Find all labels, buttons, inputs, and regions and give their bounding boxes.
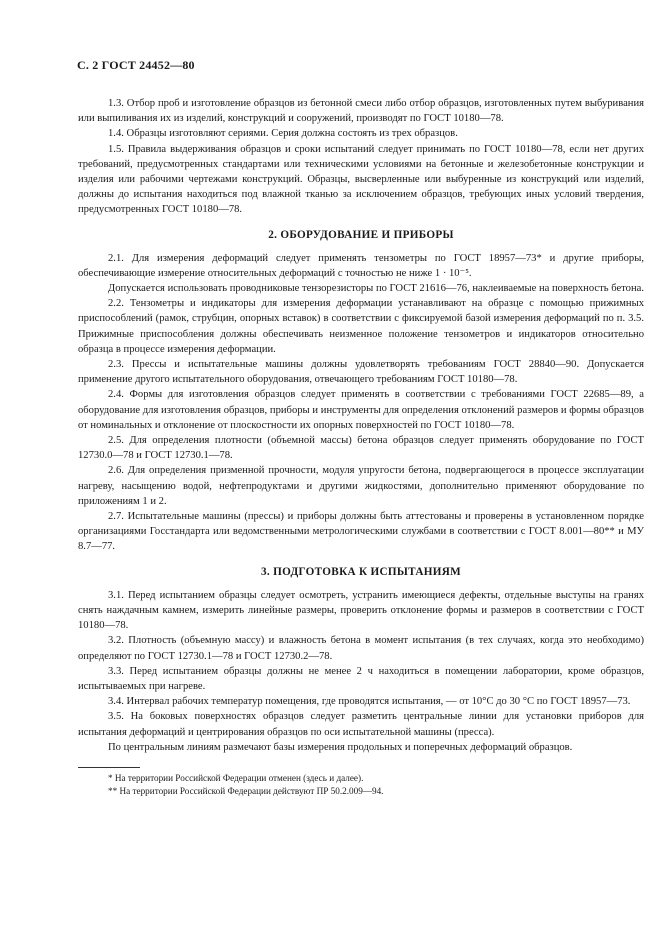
paragraph-3-5: 3.5. На боковых поверхностях образцов следует разметить центральные линии для установки приборов для испытания деформаций и центрирования образцов по оси испытательной машины (пресса). bbox=[78, 711, 644, 738]
paragraph-2-6: 2.6. Для определения призменной прочности, модуля упругости бетона, подвергающегося в процессе эксплуатации нагреву, насыщению водой, нефтепродуктами и другими жидкостями, дополнительно применяют оборудование по приложениям 1 и 2. bbox=[78, 465, 644, 507]
section-2-title: 2. ОБОРУДОВАНИЕ И ПРИБОРЫ bbox=[268, 228, 454, 241]
paragraph-2-2: 2.2. Тензометры и индикаторы для измерения деформации устанавливают на образце с помощью прижимных приспособлений (рамок, струбцин, опорных вставок) в соответствии с фиксируемой базой измерения деформаций по п. 3.5. Прижимные приспособления должны обеспечивать неизменное положение тензометров и индикаторов относительно образца в процессе измерения деформации. bbox=[78, 298, 644, 355]
footnote-separator bbox=[78, 767, 140, 768]
paragraph-1-3: 1.3. Отбор проб и изготовление образцов из бетонной смеси либо отбор образцов, изготовленных путем выбуривания или выпиливания их из изделий, конструкций и сооружений, производят по ГОСТ 10180—78. bbox=[78, 98, 644, 125]
paragraph-3-2: 3.2. Плотность (объемную массу) и влажность бетона в момент испытания (в тех случаях, когда это необходимо) определяют по ГОСТ 12730.1—78 и ГОСТ 12730.2—78. bbox=[78, 635, 644, 662]
paragraph-3-1: 3.1. Перед испытанием образцы следует осмотреть, устранить имеющиеся дефекты, отдельные выступы на гранях снять наждачным камнем, измерить линейные размеры, проверить отклонение формы и размеров в соответствии с ГОСТ 10180—78. bbox=[78, 589, 644, 632]
paragraph-2-7: 2.7. Испытательные машины (прессы) и приборы должны быть аттестованы и проверены в установленном порядке организациями Госстандарта или ведомственными метрологическими службами в соответствии с ГОСТ 8.001—80** и МУ 8.7—77. bbox=[78, 511, 644, 553]
paragraph-3-5-note: По центральным линиям размечают базы измерения продольных и поперечных деформаций образцов. bbox=[108, 741, 573, 753]
section-2-body bbox=[78, 251, 644, 555]
paragraph-1-5: 1.5. Правила выдерживания образцов и сроки испытаний следует принимать по ГОСТ 10180—78, если нет других требований, предусмотренных стандартами или техническими условиями на бетонные и железобетонные конструкции и изделия или рабочими чертежами конструкций. Образцы, высверленные или выбуренные из конструкций или изделий, должны до испытания находиться под влажной тканью за исключением образцов, требующих иных условий твердения, предусмотренных ГОСТ 10180—78. bbox=[78, 143, 644, 216]
document-page bbox=[78, 58, 644, 798]
paragraph-2-3: 2.3. Прессы и испытательные машины должны удовлетворять требованиям ГОСТ 28840—90. Допускается применение другого испытательного оборудования, отвечающего требованиям ГОСТ 10180—78. bbox=[78, 359, 644, 386]
running-head: С. 2 ГОСТ 24452—80 bbox=[77, 58, 195, 72]
paragraph-3-3: 3.3. Перед испытанием образцы должны не менее 2 ч находиться в помещении лаборатории, кроме образцов, испытываемых при нагреве. bbox=[78, 665, 644, 692]
paragraph-2-4: 2.4. Формы для изготовления образцов следует применять в соответствии с требованиями ГОСТ 22685—89, а оборудование для изготовления образцов, приборы и инструменты для определения отклонений размеров и формы образцов от номинальных и отклонение от плоскостности их опорных поверхностей по ГОСТ 10180—78. bbox=[78, 389, 644, 431]
footnote-1: * На территории Российской Федерации отменен (здесь и далее). bbox=[108, 772, 364, 783]
paragraph-1-4: 1.4. Образцы изготовляют сериями. Серия должна состоять из трех образцов. bbox=[108, 128, 458, 140]
footnotes bbox=[78, 772, 644, 798]
paragraph-2-1: 2.1. Для измерения деформаций следует применять тензометры по ГОСТ 18957—73* и другие приборы, обеспечивающие измерение относительных деформаций с точностью не ниже 1 · 10⁻⁵. bbox=[78, 252, 644, 279]
section-3-title: 3. ПОДГОТОВКА К ИСПЫТАНИЯМ bbox=[261, 565, 461, 578]
intro-block bbox=[78, 96, 644, 218]
paragraph-2-5: 2.5. Для определения плотности (объемной массы) бетона образцов следует применять оборудование по ГОСТ 12730.0—78 и ГОСТ 12730.1—78. bbox=[78, 435, 644, 462]
footnote-2: ** На территории Российской Федерации действуют ПР 50.2.009—94. bbox=[108, 785, 384, 796]
paragraph-2-1-note: Допускается использовать проводниковые тензорезисторы по ГОСТ 21616—76, наклеиваемые на поверхность бетона. bbox=[108, 283, 644, 295]
section-3-body bbox=[78, 588, 644, 755]
paragraph-3-4: 3.4. Интервал рабочих температур помещения, где проводятся испытания, — от 10°С до 30 °С по ГОСТ 18957—73. bbox=[108, 696, 631, 708]
